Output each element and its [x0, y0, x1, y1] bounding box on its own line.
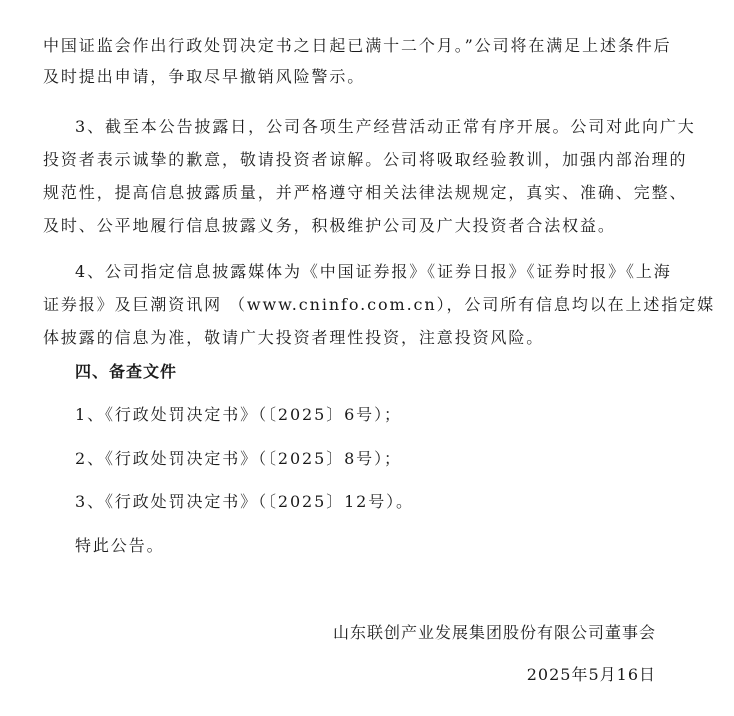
- paragraph-4-line: 4、公司指定信息披露媒体为《中国证券报》《证券日报》《证券时报》《上海: [75, 262, 672, 281]
- paragraph-line: 中国证监会作出行政处罚决定书之日起已满十二个月。”公司将在满足上述条件后: [43, 36, 672, 55]
- paragraph-4-line: 体披露的信息为准，敬请广大投资者理性投资，注意投资风险。: [43, 328, 545, 347]
- reference-document-item: 1、《行政处罚决定书》（〔2025〕6号）；: [75, 405, 402, 424]
- paragraph-3-line: 3、截至本公告披露日，公司各项生产经营活动正常有序开展。公司对此向广大: [75, 117, 696, 136]
- paragraph-3-line: 投资者表示诚挚的歉意，敬请投资者谅解。公司将吸取经验教训，加强内部治理的: [43, 150, 688, 169]
- signature: 山东联创产业发展集团股份有限公司董事会: [332, 623, 656, 642]
- paragraph-line: 及时提出申请，争取尽早撤销风险警示。: [43, 67, 366, 86]
- date: 2025年5月16日: [526, 665, 656, 684]
- reference-document-item: 3、《行政处罚决定书》（〔2025〕12号）。: [75, 492, 414, 511]
- paragraph-3-line: 规范性，提高信息披露质量，并严格遵守相关法律法规规定，真实、准确、完整、: [43, 183, 688, 202]
- paragraph-3-line: 及时、公平地履行信息披露义务，积极维护公司及广大投资者合法权益。: [43, 216, 616, 235]
- paragraph-4-line: 证券报》及巨潮资讯网 （www.cninfo.com.cn），公司所有信息均以在上述指定媒: [43, 295, 716, 314]
- section-heading: 四、备查文件: [75, 362, 178, 381]
- closing-statement: 特此公告。: [75, 536, 165, 555]
- reference-document-item: 2、《行政处罚决定书》（〔2025〕8号）；: [75, 449, 402, 468]
